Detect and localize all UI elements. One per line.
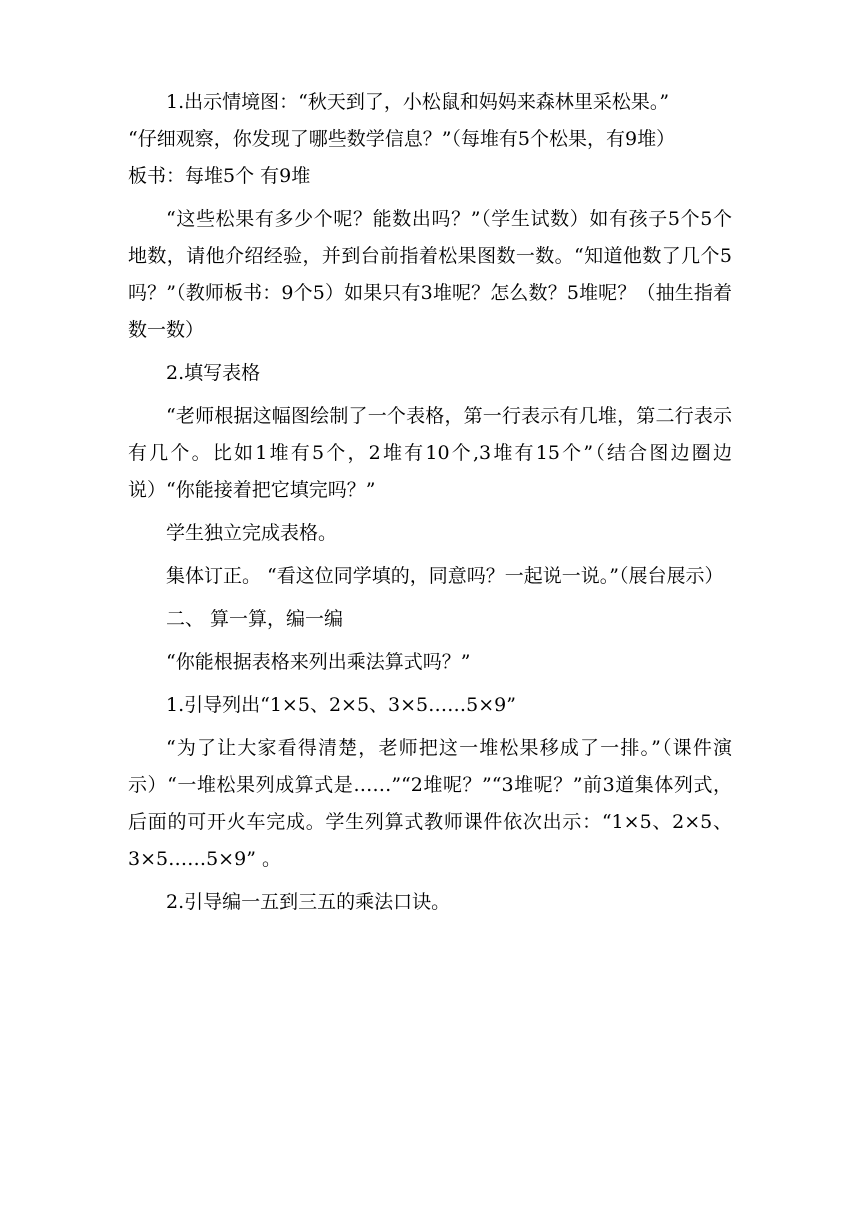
paragraph-courseware-demo: “为了让大家看得清楚，老师把这一堆松果移成了一排。”（课件演示）“一堆松果列成算式是……”“2堆呢？”“3堆呢？”前3道集体列式，后面的可开火车完成。学生列算式教师课件依次出示：“1×5、2×5、3×5……5×9” 。 [128,737,732,870]
paragraph-guide-formulas: 1.引导列出“1×5、2×5、3×5……5×9” [166,694,516,716]
paragraph-independent-work: 学生独立完成表格。 [166,522,338,544]
paragraph-compose-rhyme: 2.引导编一五到三五的乘法口诀。 [166,891,451,913]
paragraph-fill-table-heading: 2.填写表格 [166,362,261,384]
paragraph-collective-correction: 集体订正。 “看这位同学填的，同意吗？一起说一说。”（展台展示） [166,565,724,587]
paragraph-observe-question: “仔细观察，你发现了哪些数学信息？”（每堆有5个松果，有9堆） [128,128,676,150]
paragraph-table-explanation: “老师根据这幅图绘制了一个表格，第一行表示有几堆，第二行表示有几个。比如1堆有5个，2堆有10个,3堆有15个”（结合图边圈边说）“你能接着把它填完吗？” [128,405,732,501]
paragraph-counting: “这些松果有多少个呢？能数出吗？”（学生试数）如有孩子5个5个地数，请他介绍经验，并到台前指着松果图数一数。“知道他数了几个5吗？”（教师板书：9个5）如果只有3堆呢？怎么数？5堆呢？（抽生指着数一数） [128,208,732,341]
paragraph-board-note: 板书：每堆5个 有9堆 [128,165,311,187]
paragraph-multiplication-question: “你能根据表格来列出乘法算式吗？” [166,651,471,673]
section-heading-calculate-compose: 二、 算一算，编一编 [166,608,344,630]
paragraph-situation-intro: 1.出示情境图：“秋天到了，小松鼠和妈妈来森林里采松果。” [166,91,670,113]
